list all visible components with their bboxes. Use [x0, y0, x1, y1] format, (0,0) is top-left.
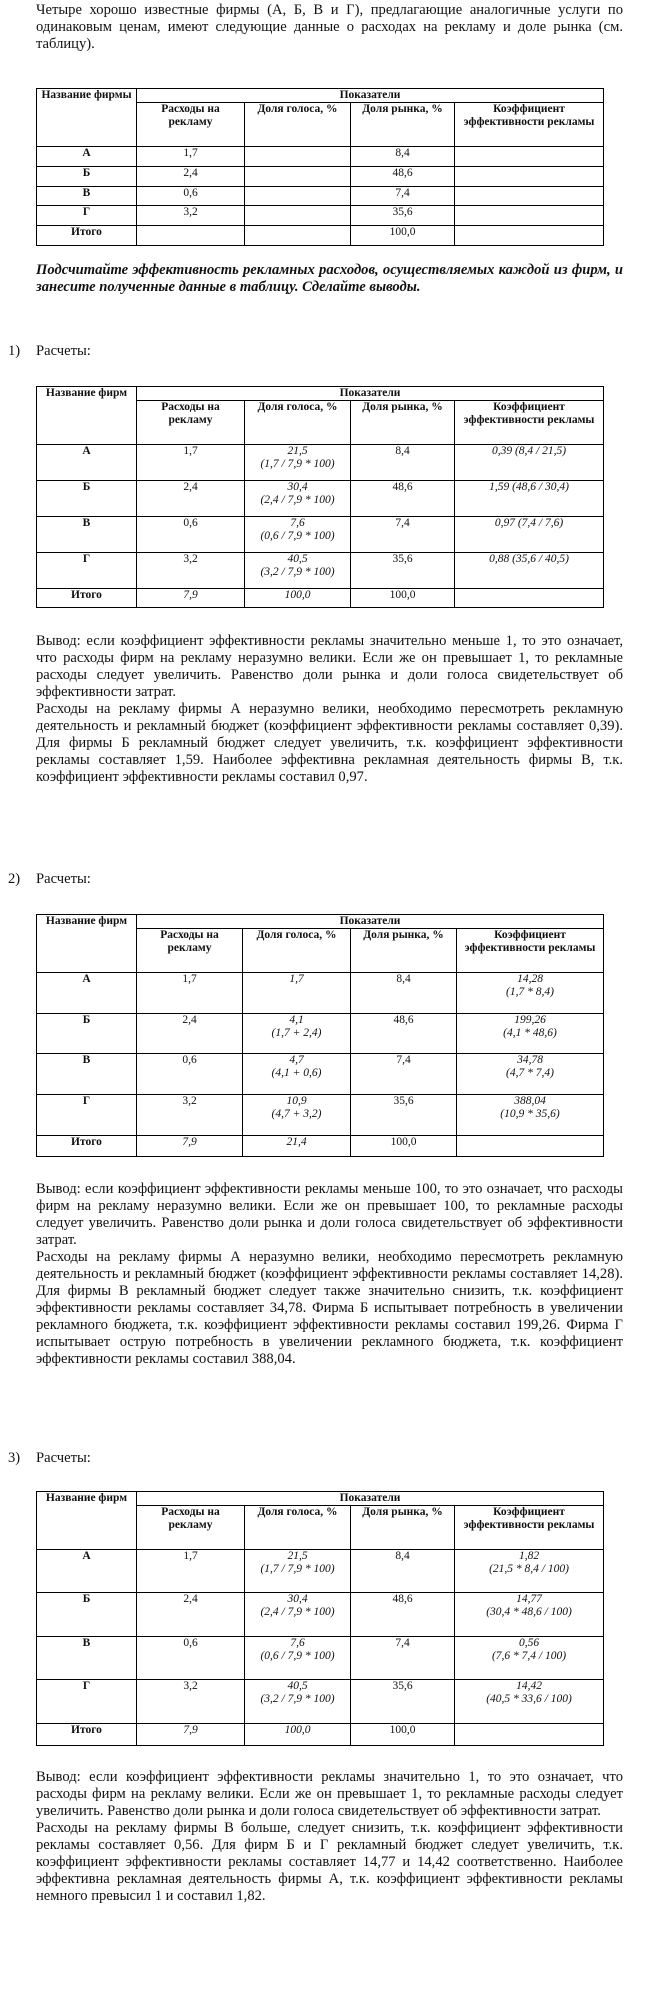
table-row — [37, 186, 604, 206]
cell-firm: Г — [37, 553, 137, 589]
voice-value: 4,1 — [289, 1013, 304, 1026]
cell-firm: В — [37, 1054, 137, 1095]
section-1-conclusion — [36, 633, 623, 786]
cell-ads: 0,6 — [137, 1054, 243, 1095]
cell-voice — [243, 973, 351, 1014]
coef-formula: (10,9 * 35,6) — [500, 1108, 560, 1121]
section-2-label — [8, 871, 91, 888]
section-1-label — [8, 343, 91, 360]
table-row — [37, 973, 604, 1014]
cell-coef: 1,59 (48,6 / 30,4) — [455, 481, 604, 517]
header-coef: Коэффициент эффективности рекламы — [457, 929, 604, 973]
cell-market: 7,4 — [351, 517, 455, 553]
cell-market: 7,4 — [351, 1636, 455, 1679]
section-number: 3) — [8, 1450, 21, 1466]
header-indicators: Показатели — [137, 89, 604, 103]
table-total-row — [37, 226, 604, 246]
cell-ads: 0,6 — [137, 517, 245, 553]
cell-total-market: 100,0 — [351, 589, 455, 608]
cell-coef: 0,39 (8,4 / 21,5) — [455, 445, 604, 481]
table-row — [37, 1013, 604, 1054]
cell-total-coef — [455, 226, 604, 246]
cell-market: 48,6 — [351, 166, 455, 186]
section-3-label — [8, 1450, 91, 1467]
table-row — [37, 1550, 604, 1593]
header-voice: Доля голоса, % — [245, 103, 351, 147]
header-ads: Расходы на рекламу — [137, 401, 245, 445]
task-paragraph: Подсчитайте эффективность рекламных расходов, осуществляемых каждой из фирм, и занесите полученные данные в таблицу. Сделайте выводы. — [36, 262, 623, 295]
cell-total-coef — [457, 1135, 604, 1156]
cell-ads: 2,4 — [137, 166, 245, 186]
voice-formula: (1,7 / 7,9 * 100) — [260, 1563, 335, 1575]
table-total-row — [37, 589, 604, 608]
header-indicators: Показатели — [137, 1492, 604, 1506]
cell-voice — [245, 206, 351, 226]
header-market: Доля рынка, % — [351, 1506, 455, 1550]
table-row — [37, 481, 604, 517]
table-row — [37, 1095, 604, 1136]
cell-voice — [245, 166, 351, 186]
voice-formula: (0,6 / 7,9 * 100) — [260, 1649, 335, 1662]
cell-total-market: 100,0 — [351, 226, 455, 246]
cell-total-coef — [455, 1723, 604, 1746]
table-section-2 — [36, 914, 604, 1157]
voice-value: 30,4 — [287, 1593, 308, 1606]
cell-market: 8,4 — [351, 445, 455, 481]
cell-market: 8,4 — [351, 973, 457, 1014]
cell-voice — [243, 1054, 351, 1095]
header-coef: Коэффициент эффективности рекламы — [455, 401, 604, 445]
cell-firm: В — [37, 517, 137, 553]
coef-value: 199,26 — [514, 1013, 546, 1026]
section-title: Расчеты: — [36, 343, 91, 359]
header-market: Доля рынка, % — [351, 929, 457, 973]
cell-voice — [245, 1550, 351, 1593]
voice-formula: (1,7 / 7,9 * 100) — [260, 458, 335, 470]
table-row — [37, 553, 604, 589]
conclusion-paragraph: Вывод: если коэффициент эффективности рекламы значительно 1, то это означает, что расходы фирм на рекламу велики. Если же он превышает 1, то рекламные расходы следует увеличить. Равенство доли рынка и доли голоса свидетельствует об эффективности затрат. — [36, 1769, 623, 1819]
voice-formula: (3,2 / 7,9 * 100) — [260, 566, 335, 579]
table-total-row — [37, 1135, 604, 1156]
cell-coef — [457, 1095, 604, 1136]
voice-value: 10,9 — [286, 1095, 307, 1108]
table-row — [37, 1636, 604, 1679]
coef-value: 14,28 — [517, 973, 543, 985]
cell-coef — [457, 1054, 604, 1095]
coef-value: 388,04 — [514, 1095, 546, 1108]
cell-firm: Г — [37, 206, 137, 226]
cell-market: 7,4 — [351, 1054, 457, 1095]
cell-total-ads: 7,9 — [137, 1135, 243, 1156]
cell-market: 35,6 — [351, 1095, 457, 1136]
cell-ads: 1,7 — [137, 1550, 245, 1593]
cell-voice — [245, 147, 351, 167]
cell-ads: 3,2 — [137, 1680, 245, 1723]
cell-firm: Г — [37, 1095, 137, 1136]
cell-firm: А — [37, 1550, 137, 1593]
cell-ads: 1,7 — [137, 973, 243, 1014]
cell-coef — [455, 1636, 604, 1679]
cell-coef — [457, 973, 604, 1014]
header-voice: Доля голоса, % — [245, 401, 351, 445]
section-2-conclusion — [36, 1181, 623, 1368]
cell-total-label: Итого — [37, 1723, 137, 1746]
coef-value: 14,42 — [516, 1680, 542, 1693]
coef-formula: (40,5 * 33,6 / 100) — [486, 1693, 572, 1706]
cell-coef — [455, 166, 604, 186]
voice-value: 21,5 — [287, 445, 308, 457]
coef-value: 14,77 — [516, 1593, 542, 1606]
cell-total-voice: 100,0 — [245, 589, 351, 608]
cell-ads: 2,4 — [137, 481, 245, 517]
cell-total-label: Итого — [37, 1135, 137, 1156]
cell-firm: А — [37, 973, 137, 1014]
voice-value: 21,5 — [287, 1550, 308, 1562]
cell-voice — [245, 1593, 351, 1636]
coef-formula: (7,6 * 7,4 / 100) — [491, 1649, 567, 1662]
cell-ads: 1,7 — [137, 445, 245, 481]
cell-market: 35,6 — [351, 553, 455, 589]
header-indicators: Показатели — [137, 915, 604, 929]
cell-voice — [245, 1636, 351, 1679]
coef-formula: (21,5 * 8,4 / 100) — [489, 1563, 569, 1575]
header-voice: Доля голоса, % — [245, 1506, 351, 1550]
cell-firm: В — [37, 186, 137, 206]
intro-paragraph: Четыре хорошо известные фирмы (А, Б, В и Г), предлагающие аналогичные услуги по одинаковым ценам, имеют следующие данные о расходах на рекламу и доле рынка (см. таблицу). — [36, 2, 623, 52]
voice-formula: (3,2 / 7,9 * 100) — [260, 1693, 335, 1706]
cell-total-voice: 21,4 — [243, 1135, 351, 1156]
voice-formula: (2,4 / 7,9 * 100) — [260, 494, 335, 507]
conclusion-paragraph: Расходы на рекламу фирмы А неразумно велики, необходимо пересмотреть рекламную деятельность и рекламный бюджет (коэффициент эффективности рекламы составляет 14,28). Для фирмы В рекламный бюджет следует также значительно снизить, т.к. коэффициент эффективности рекламы составляет 34,78. Фирма Б испытывает потребность в увеличении рекламного бюджета, т.к. коэффициент эффективности рекламы составил 199,26. Фирма Г испытывает острую потребность в увеличении рекламного бюджета, т.к. коэффициент эффективности рекламы составил 388,04. — [36, 1249, 623, 1367]
table-row — [37, 166, 604, 186]
cell-coef: 0,88 (35,6 / 40,5) — [455, 553, 604, 589]
voice-value: 7,6 — [290, 1636, 305, 1649]
cell-total-market: 100,0 — [351, 1723, 455, 1746]
cell-ads: 0,6 — [137, 1636, 245, 1679]
table-section-1 — [36, 386, 604, 608]
header-coef: Коэффициент эффективности рекламы — [455, 103, 604, 147]
coef-formula: (30,4 * 48,6 / 100) — [486, 1606, 572, 1619]
table-initial — [36, 88, 604, 246]
cell-total-ads — [137, 226, 245, 246]
conclusion-paragraph: Вывод: если коэффициент эффективности рекламы значительно меньше 1, то это означает, что расходы фирм на рекламу неразумно велики. Если же он превышает 1, то рекламные расходы следует увеличить. Равенство доли рынка и доли голоса свидетельствует об эффективности затрат. — [36, 633, 623, 700]
cell-firm: Г — [37, 1680, 137, 1723]
cell-firm: Б — [37, 1593, 137, 1636]
cell-market: 8,4 — [351, 1550, 455, 1593]
coef-value: 0,56 — [518, 1636, 540, 1649]
voice-value: 4,7 — [289, 1054, 304, 1067]
cell-firm: В — [37, 1636, 137, 1679]
cell-coef — [455, 1550, 604, 1593]
header-firm-name: Название фирм — [37, 1492, 137, 1550]
section-3-conclusion — [36, 1769, 623, 1905]
header-market: Доля рынка, % — [351, 103, 455, 147]
cell-firm: Б — [37, 166, 137, 186]
cell-market: 7,4 — [351, 186, 455, 206]
voice-formula: (0,6 / 7,9 * 100) — [260, 530, 335, 543]
cell-market: 8,4 — [351, 147, 455, 167]
cell-total-voice: 100,0 — [245, 1723, 351, 1746]
header-indicators: Показатели — [137, 387, 604, 401]
cell-ads: 3,2 — [137, 553, 245, 589]
cell-market: 48,6 — [351, 1013, 457, 1054]
conclusion-paragraph: Вывод: если коэффициент эффективности рекламы меньше 100, то это означает, что расходы фирм на рекламу неразумно велики. Если же он превышает 100, то рекламные расходы следует увеличить. Равенство доли рынка и доли голоса свидетельствует об эффективности затрат. — [36, 1181, 623, 1248]
cell-total-voice — [245, 226, 351, 246]
table-row — [37, 517, 604, 553]
header-ads: Расходы на рекламу — [137, 103, 245, 147]
table-section-3 — [36, 1491, 604, 1746]
header-coef: Коэффициент эффективности рекламы — [455, 1506, 604, 1550]
cell-ads: 3,2 — [137, 1095, 243, 1136]
cell-market: 35,6 — [351, 1680, 455, 1723]
cell-market: 48,6 — [351, 1593, 455, 1636]
cell-total-ads: 7,9 — [137, 1723, 245, 1746]
voice-value: 30,4 — [287, 481, 308, 494]
header-firm-name: Название фирм — [37, 387, 137, 445]
cell-voice — [245, 186, 351, 206]
coef-formula: (4,7 * 7,4) — [506, 1067, 554, 1080]
coef-value: 1,82 — [518, 1550, 540, 1562]
section-title: Расчеты: — [36, 1450, 91, 1466]
cell-ads: 1,7 — [137, 147, 245, 167]
cell-voice — [243, 1095, 351, 1136]
header-firm-name: Название фирмы — [37, 89, 137, 147]
cell-voice — [245, 553, 351, 589]
cell-coef — [455, 1593, 604, 1636]
cell-ads: 2,4 — [137, 1013, 243, 1054]
voice-formula: (2,4 / 7,9 * 100) — [260, 1606, 335, 1619]
section-title: Расчеты: — [36, 871, 91, 887]
cell-firm: Б — [37, 1013, 137, 1054]
cell-total-coef — [455, 589, 604, 608]
table-row — [37, 206, 604, 226]
section-number: 1) — [8, 343, 21, 359]
header-firm-name: Название фирм — [37, 915, 137, 973]
header-voice: Доля голоса, % — [243, 929, 351, 973]
cell-firm: А — [37, 147, 137, 167]
cell-firm: А — [37, 445, 137, 481]
table-row — [37, 1054, 604, 1095]
cell-voice — [243, 1013, 351, 1054]
conclusion-paragraph: Расходы на рекламу фирмы В больше, следует снизить, т.к. коэффициент эффективности рекламы составляет 0,56. Для фирм Б и Г рекламный бюджет следует увеличить, т.к. коэффициент эффективности рекламы составляет 14,77 и 14,42 соответственно. Наиболее эффективна рекламная деятельность фирмы А, т.к. коэффициент эффективности рекламы немного превысил 1 и составил 1,82. — [36, 1820, 623, 1904]
voice-formula: (1,7 + 2,4) — [271, 1026, 322, 1039]
cell-coef — [455, 1680, 604, 1723]
cell-coef — [455, 147, 604, 167]
cell-firm: Б — [37, 481, 137, 517]
coef-value: 34,78 — [517, 1054, 543, 1067]
table-row — [37, 445, 604, 481]
cell-market: 35,6 — [351, 206, 455, 226]
voice-formula: (4,1 + 0,6) — [271, 1067, 322, 1080]
table-total-row — [37, 1723, 604, 1746]
header-ads: Расходы на рекламу — [137, 1506, 245, 1550]
voice-value: 7,6 — [290, 517, 305, 530]
cell-total-label: Итого — [37, 226, 137, 246]
cell-coef — [457, 1013, 604, 1054]
header-ads: Расходы на рекламу — [137, 929, 243, 973]
coef-formula: (4,1 * 48,6) — [503, 1026, 557, 1039]
cell-coef — [455, 186, 604, 206]
voice-value: 1,7 — [289, 973, 304, 985]
table-row — [37, 1593, 604, 1636]
voice-value: 40,5 — [287, 553, 308, 566]
cell-market: 48,6 — [351, 481, 455, 517]
cell-total-label: Итого — [37, 589, 137, 608]
cell-voice — [245, 1680, 351, 1723]
table-row — [37, 147, 604, 167]
cell-total-ads: 7,9 — [137, 589, 245, 608]
cell-voice — [245, 517, 351, 553]
cell-ads: 3,2 — [137, 206, 245, 226]
cell-total-market: 100,0 — [351, 1135, 457, 1156]
header-market: Доля рынка, % — [351, 401, 455, 445]
cell-coef: 0,97 (7,4 / 7,6) — [455, 517, 604, 553]
cell-voice — [245, 481, 351, 517]
coef-formula: (1,7 * 8,4) — [506, 986, 554, 998]
cell-coef — [455, 206, 604, 226]
voice-value: 40,5 — [287, 1680, 308, 1693]
cell-ads: 2,4 — [137, 1593, 245, 1636]
cell-voice — [245, 445, 351, 481]
table-row — [37, 1680, 604, 1723]
conclusion-paragraph: Расходы на рекламу фирмы А неразумно велики, необходимо пересмотреть рекламную деятельность и рекламный бюджет (коэффициент эффективности рекламы составляет 0,39). Для фирмы Б рекламный бюджет следует увеличить, т.к. коэффициент эффективности рекламы составляет 1,59. Наиболее эффективна рекламная деятельность фирмы В, т.к. коэффициент эффективности рекламы составил 0,97. — [36, 701, 623, 785]
voice-formula: (4,7 + 3,2) — [271, 1108, 322, 1121]
cell-ads: 0,6 — [137, 186, 245, 206]
section-number: 2) — [8, 871, 21, 887]
